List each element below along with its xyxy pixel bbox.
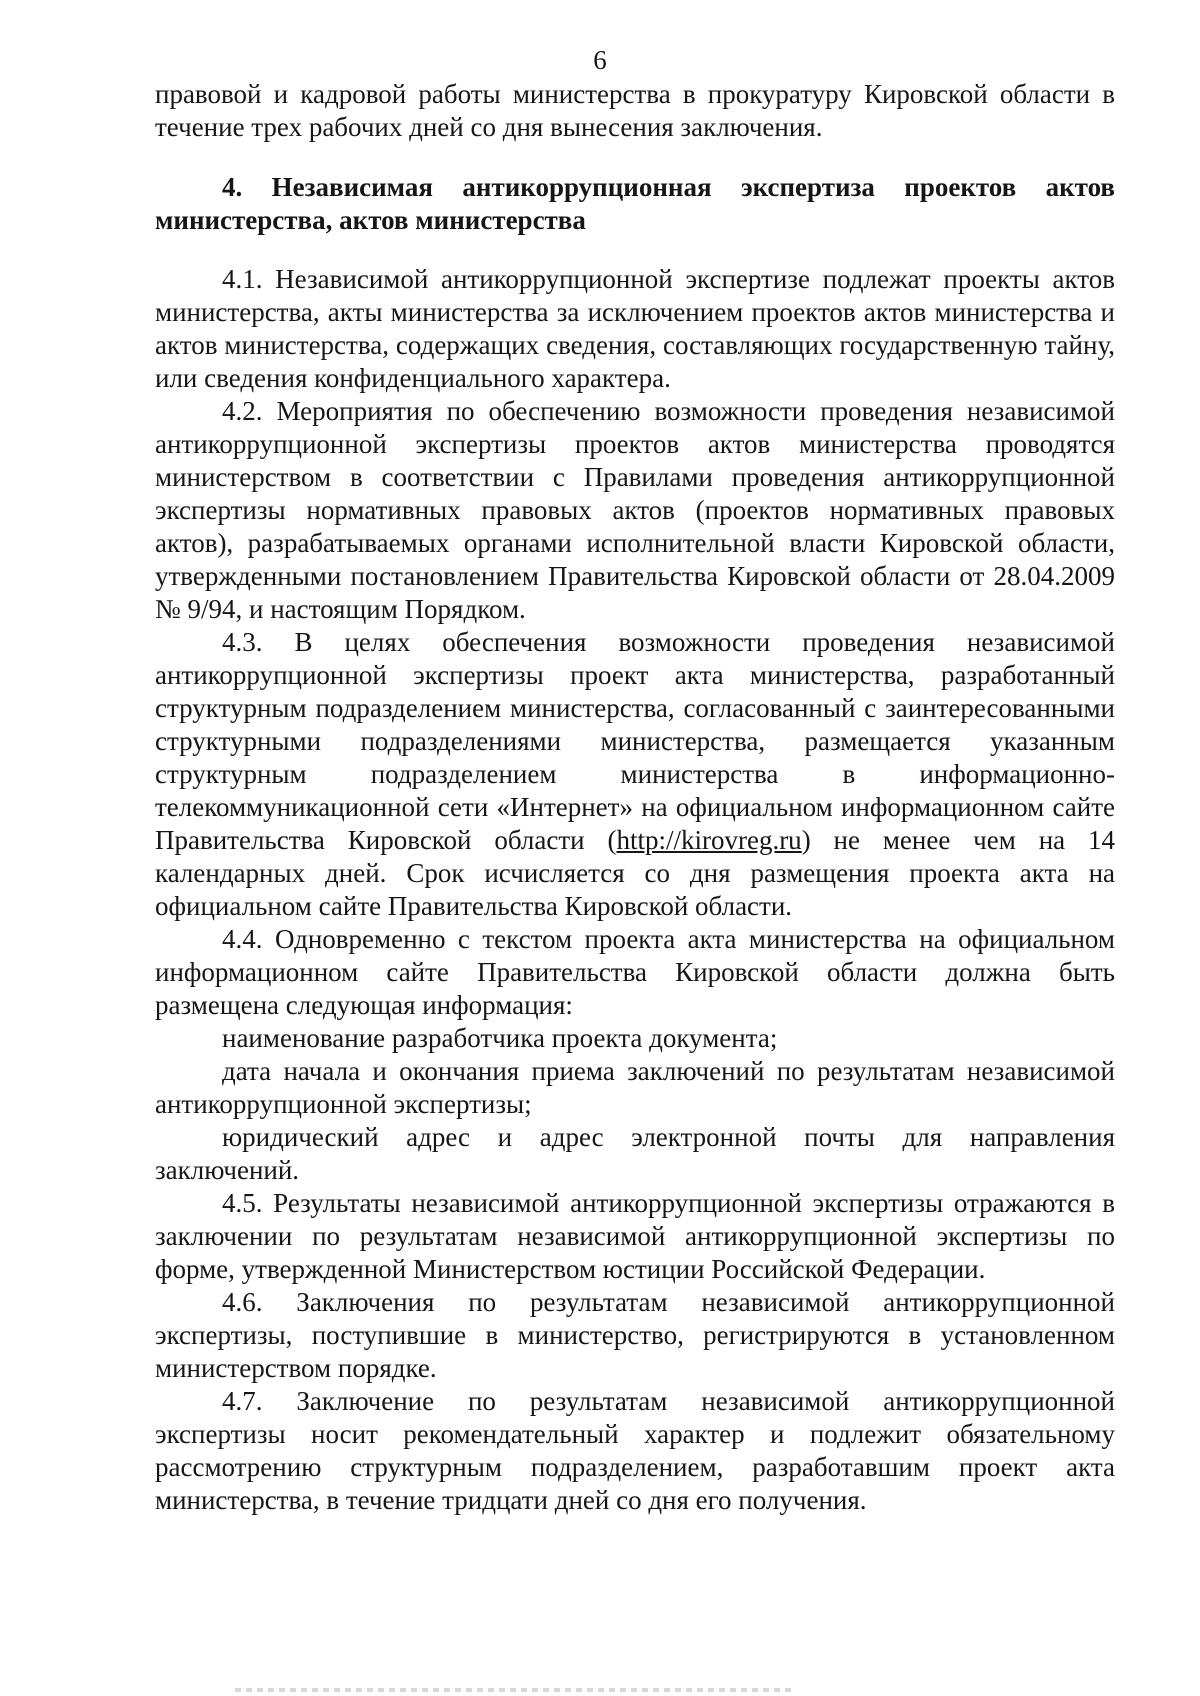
paragraph-continuation: правовой и кадровой работы министерства в прокуратуру Кировской области в течение трех рабочих дней со дня вынесения заключения. [155, 79, 1115, 142]
paragraph-4-1: 4.1. Независимой антикоррупционной экспертизе подлежат проекты актов министерства, акты министерства за исключением проектов актов министерства и актов министерства, содержащих сведения, составляющих государственную тайну, или сведения конфиденциального характера. [155, 264, 1115, 393]
list-item: юридический адрес и адрес электронной почты для направления заключений. [155, 1122, 1115, 1185]
paragraph-4-4: 4.4. Одновременно с текстом проекта акта министерства на официальном информационном сайте Правительства Кировской области должна быть размещена следующая информация: [155, 924, 1115, 1020]
paragraph-4-3-text-start: 4.3. В целях обеспечения возможности проведения независимой антикоррупционной экспертизы проект акта министерства, разработанный структурным подразделением министерства, согласованный с заинтересованными структурными подразделениями министерства, размещается указанным структурным подразделением министерства в информационно-телекоммуникационной сети «Интернет» на официальном информационном сайте Правительства Кировской области ( [155, 627, 1115, 855]
scan-artifact [235, 1688, 795, 1692]
paragraph-4-3-text-end: ) не менее чем на 14 календарных дней. Срок исчисляется со дня размещения проекта акта на официальном сайте Правительства Кировской области. [155, 825, 1115, 921]
page-number: 6 [593, 45, 607, 75]
paragraph-4-7: 4.7. Заключение по результатам независимой антикоррупционной экспертизы носит рекомендательный характер и подлежит обязательному рассмотрению структурным подразделением, разработавшим проект акта министерства, в течение тридцати дней со дня его получения. [155, 1386, 1115, 1515]
document-body [155, 78, 1115, 1517]
paragraph-4-2: 4.2. Мероприятия по обеспечению возможности проведения независимой антикоррупционной экспертизы проектов актов министерства проводятся министерством в соответствии с Правилами проведения антикоррупционной экспертизы нормативных правовых актов (проектов нормативных правовых актов), разрабатываемых органами исполнительной власти Кировской области, утвержденными постановлением Правительства Кировской области от 28.04.2009 № 9/94, и настоящим Порядком. [155, 396, 1115, 624]
paragraph-4-6: 4.6. Заключения по результатам независимой антикоррупционной экспертизы, поступившие в министерство, регистрируются в установленном министерством порядке. [155, 1287, 1115, 1383]
section-heading: 4. Независимая антикоррупционная экспертиза проектов актов министерства, актов министерства [155, 172, 1115, 235]
paragraph-4-3 [155, 626, 1115, 923]
list-item: дата начала и окончания приема заключений по результатам независимой антикоррупционной экспертизы; [155, 1056, 1115, 1119]
paragraph-4-5: 4.5. Результаты независимой антикоррупционной экспертизы отражаются в заключении по результатам независимой антикоррупционной экспертизы по форме, утвержденной Министерством юстиции Российской Федерации. [155, 1188, 1115, 1284]
kirovreg-link[interactable]: http://kirovreg.ru [616, 825, 802, 855]
list-item: наименование разработчика проекта документа; [222, 1023, 778, 1053]
